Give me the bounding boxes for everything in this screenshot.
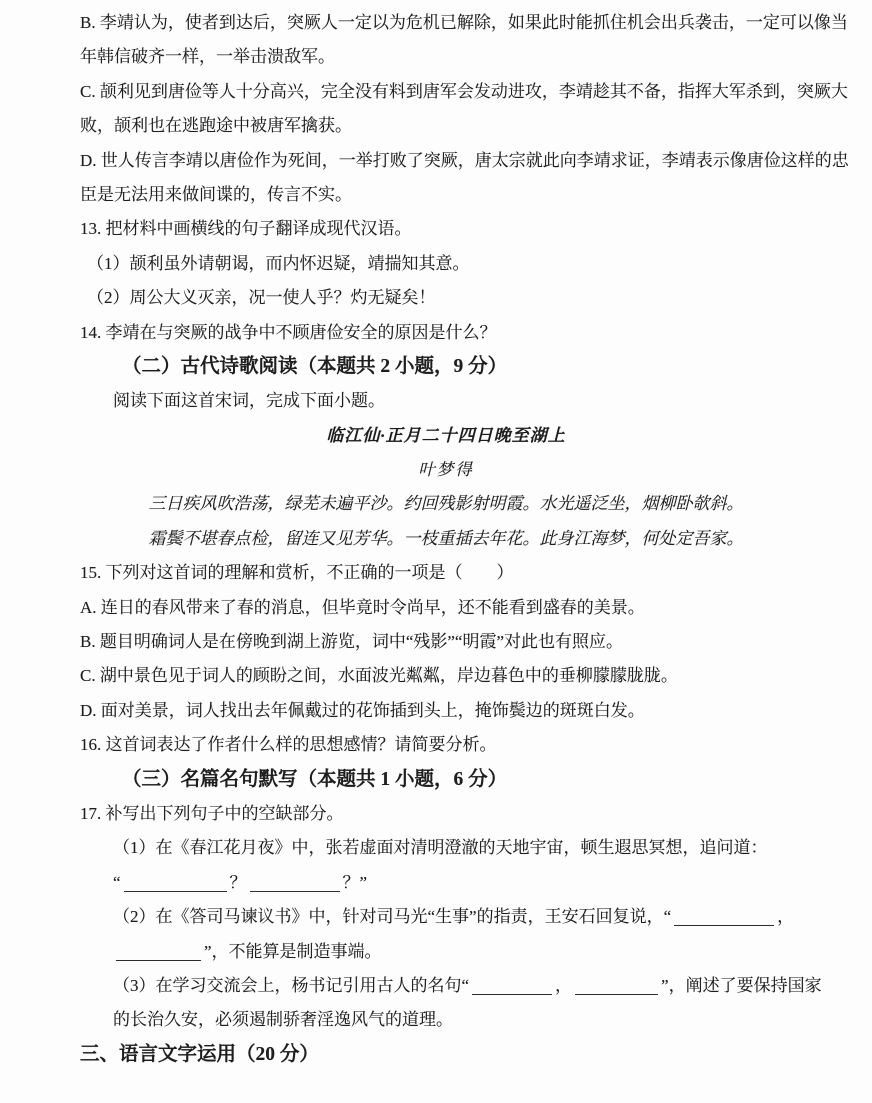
question-15-option-b: B. 题目明确词人是在傍晚到湖上游览，词中“残影”“明霞”对此也有照应。 (80, 632, 624, 652)
question-17-item-3-line-1 (80, 969, 822, 1003)
section-heading-language-use: 三、语言文字运用（20 分） (80, 1043, 319, 1065)
question-13-sentence-1: （1）颉利虽外请朝谒，而内怀迟疑，靖揣知其意。 (87, 253, 470, 273)
fill-in-blank-underline (124, 879, 227, 892)
document-body (80, 6, 849, 1072)
option-c-line-2: 败，颉利也在逃跑途中被唐军擒获。 (80, 116, 352, 136)
question-15-option-d: D. 面对美景，词人找出去年佩戴过的花饰插到头上，掩饰鬓边的斑斑白发。 (80, 700, 645, 720)
option-b-line-1: B. 李靖认为，使者到达后，突厥人一定以为危机已解除，如果此时能抓住机会出兵袭击，一定可以像当 (80, 13, 848, 32)
section-heading-dictation: （三）名篇名句默写（本题共 1 小题，6 分） (122, 768, 508, 790)
question-13-sentence-2: （2）周公大义灭亲，况一使人乎？灼无疑矣！ (87, 288, 436, 308)
fill-in-blank-underline (250, 879, 340, 892)
text-segment: ， (777, 907, 795, 927)
question-15-option-c: C. 湖中景色见于词人的顾盼之间，水面波光粼粼，岸边暮色中的垂柳朦朦胧胧。 (80, 666, 678, 686)
poem-stanza-2: 霜鬓不堪春点检，留连又见芳华。一枝重插去年花。此身江海梦，何处定吾家。 (148, 528, 744, 548)
option-b-line-2: 年韩信破齐一样，一举击溃敌军。 (80, 47, 335, 67)
poem-title: 临江仙·正月二十四日晚至湖上 (326, 425, 566, 445)
question-14: 14. 李靖在与突厥的战争中不顾唐俭安全的原因是什么？ (80, 322, 497, 342)
fill-in-blank-underline (575, 982, 658, 995)
poem-stanza-1: 三日疾风吹浩荡，绿芜未遍平沙。约回残影射明霞。水光遥泛坐，烟柳卧欹斜。 (148, 494, 744, 514)
question-15-option-a: A. 连日的春风带来了春的消息，但毕竟时令尚早，还不能看到盛春的美景。 (80, 597, 645, 617)
text-segment: ？ (229, 872, 247, 892)
poem-author: 叶梦得 (418, 460, 474, 480)
text-segment: ”，阐述了要保持国家 (661, 975, 822, 995)
question-13: 13. 把材料中画横线的句子翻译成现代汉语。 (80, 219, 412, 239)
question-17-item-2-line-1 (80, 900, 812, 934)
question-16: 16. 这首词表达了作者什么样的思想感情？请简要分析。 (80, 735, 497, 755)
option-d-line-2: 臣是无法用来做间谍的，传言不实。 (80, 184, 352, 204)
option-d-line-1: D. 世人传言李靖以唐俭作为死间，一举打败了突厥，唐太宗就此向李靖求证，李靖表示像唐俭这样的忠 (80, 150, 849, 170)
fill-in-blank-underline (674, 913, 774, 926)
text-segment: （2）在《答司马谏议书》中，针对司马光“生事”的指责，王安石回复说，“ (113, 907, 672, 927)
poetry-instruction: 阅读下面这首宋词，完成下面小题。 (113, 391, 385, 411)
fill-in-blank-underline (116, 948, 201, 961)
text-segment: ？” (342, 872, 368, 892)
fill-in-blank-underline (472, 982, 552, 995)
question-17-item-1-blanks (80, 866, 812, 900)
section-heading-poetry-reading: （二）古代诗歌阅读（本题共 2 小题，9 分） (122, 355, 508, 377)
text-segment: ， (555, 975, 573, 995)
option-c-line-1: C. 颉利见到唐俭等人十分高兴，完全没有料到唐军会发动进攻，李靖趁其不备，指挥大军杀到，突厥大 (80, 81, 848, 101)
text-segment: （3）在学习交流会上，杨书记引用古人的名句“ (113, 975, 470, 995)
question-17-item-3-line-2: 的长治久安，必须遏制骄奢淫逸风气的道理。 (113, 1010, 453, 1030)
question-17-item-1: （1）在《春江花月夜》中，张若虚面对清明澄澈的天地宇宙，顿生遐思冥想，追问道： (113, 838, 768, 858)
question-17-item-2-line-2 (80, 935, 812, 969)
question-15: 15. 下列对这首词的理解和赏析，不正确的一项是（ ） (80, 563, 514, 583)
text-segment: ”，不能算是制造事端。 (204, 941, 382, 961)
text-segment: “ (113, 872, 121, 892)
question-17: 17. 补写出下列句子中的空缺部分。 (80, 803, 344, 823)
